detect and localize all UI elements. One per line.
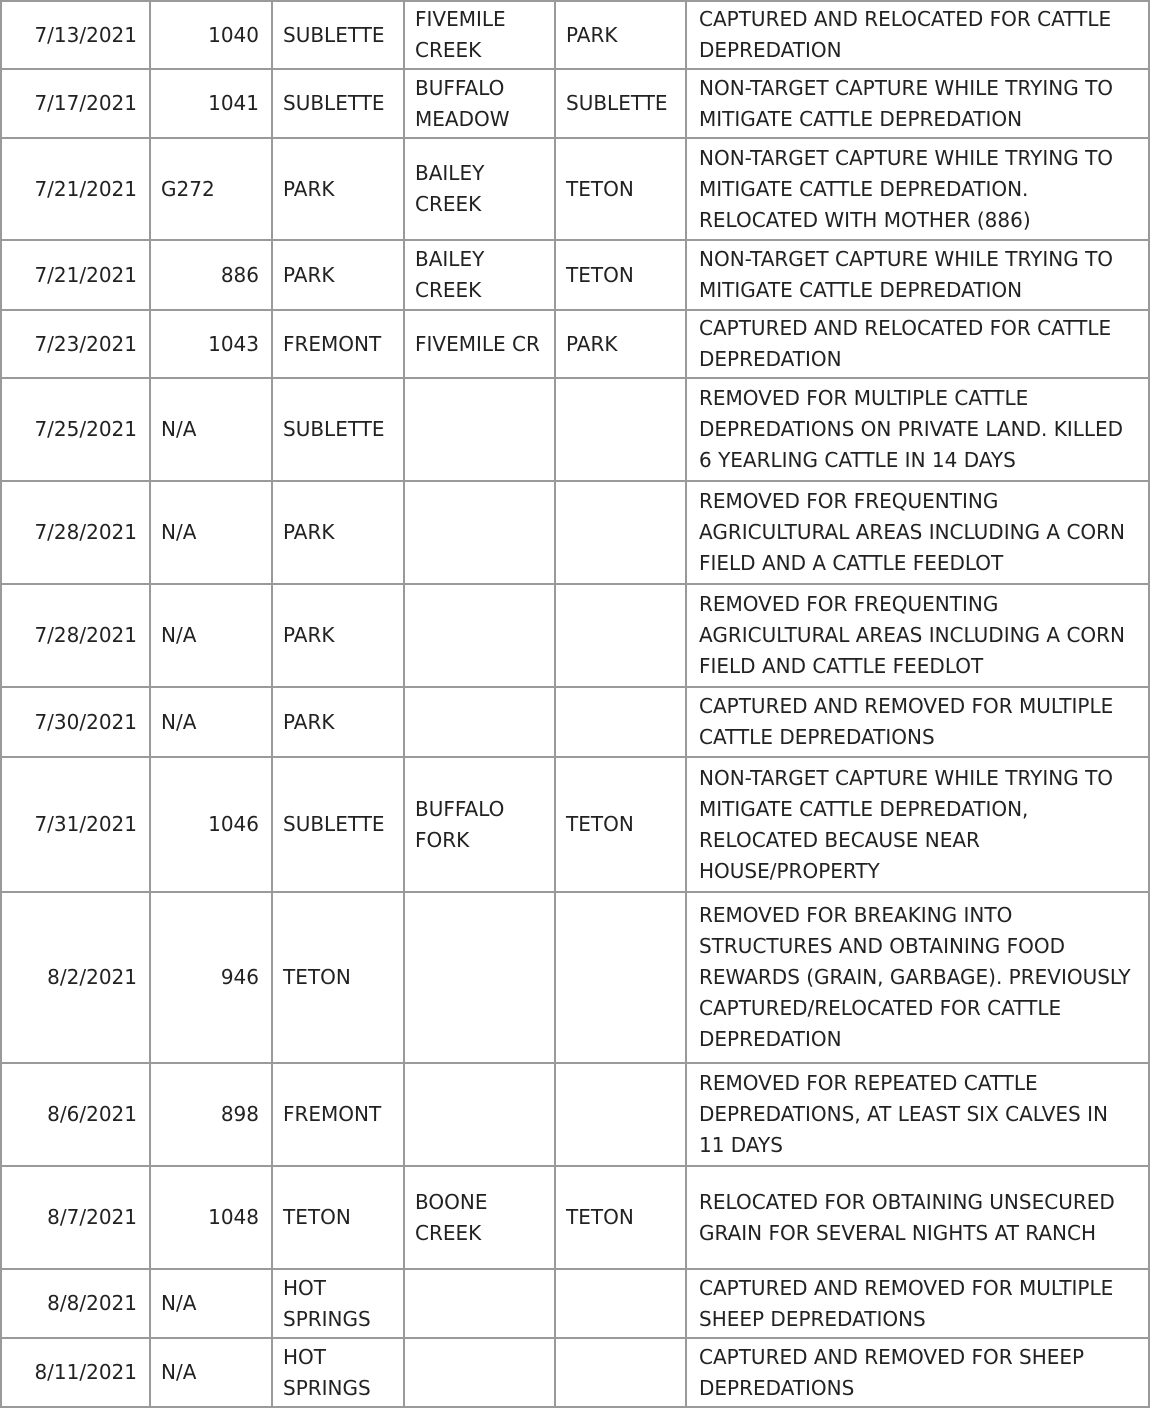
cause-cell: REMOVED FOR FREQUENTING AGRICULTURAL AREAS INCLUDING A CORN FIELD AND CATTLE FEEDLOT [686, 584, 1149, 687]
date-cell: 7/23/2021 [1, 310, 150, 378]
date-cell: 8/6/2021 [1, 1063, 150, 1166]
county-cell: PARK [272, 481, 404, 584]
bear-id-cell: 1043 [150, 310, 272, 378]
table-row [1, 687, 1149, 757]
date-cell: 7/25/2021 [1, 378, 150, 481]
county-cell: PARK [272, 138, 404, 240]
capture-site-cell: FIVEMILE CR [404, 310, 555, 378]
county-cell: FREMONT [272, 1063, 404, 1166]
date-cell: 8/11/2021 [1, 1338, 150, 1407]
date-cell: 7/13/2021 [1, 1, 150, 69]
release-site-cell: PARK [555, 310, 686, 378]
county-cell: PARK [272, 687, 404, 757]
bear-id-cell: N/A [150, 1269, 272, 1338]
date-cell: 7/28/2021 [1, 481, 150, 584]
cause-cell: CAPTURED AND REMOVED FOR MULTIPLE SHEEP DEPREDATIONS [686, 1269, 1149, 1338]
county-cell: TETON [272, 1166, 404, 1269]
county-cell: SUBLETTE [272, 69, 404, 138]
release-site-cell [555, 1269, 686, 1338]
date-cell: 7/30/2021 [1, 687, 150, 757]
county-cell: SUBLETTE [272, 378, 404, 481]
bear-id-cell: 946 [150, 892, 272, 1063]
cause-cell: NON-TARGET CAPTURE WHILE TRYING TO MITIGATE CATTLE DEPREDATION [686, 240, 1149, 310]
cause-cell: CAPTURED AND REMOVED FOR MULTIPLE CATTLE DEPREDATIONS [686, 687, 1149, 757]
bear-id-cell: G272 [150, 138, 272, 240]
release-site-cell: SUBLETTE [555, 69, 686, 138]
county-cell: PARK [272, 584, 404, 687]
county-cell: HOT SPRINGS [272, 1338, 404, 1407]
capture-site-cell: BUFFALO MEADOW [404, 69, 555, 138]
release-site-cell [555, 1338, 686, 1407]
date-cell: 7/21/2021 [1, 138, 150, 240]
bear-id-cell: 1046 [150, 757, 272, 892]
capture-site-cell: BUFFALO FORK [404, 757, 555, 892]
table-row [1, 584, 1149, 687]
table-row [1, 310, 1149, 378]
table-row [1, 378, 1149, 481]
bear-id-cell: N/A [150, 687, 272, 757]
capture-site-cell: BAILEY CREEK [404, 240, 555, 310]
capture-site-cell: BOONE CREEK [404, 1166, 555, 1269]
county-cell: FREMONT [272, 310, 404, 378]
table-row [1, 1166, 1149, 1269]
capture-site-cell: BAILEY CREEK [404, 138, 555, 240]
bear-id-cell: N/A [150, 378, 272, 481]
cause-cell: NON-TARGET CAPTURE WHILE TRYING TO MITIGATE CATTLE DEPREDATION. RELOCATED WITH MOTHER (886) [686, 138, 1149, 240]
release-site-cell: TETON [555, 1166, 686, 1269]
cause-cell: NON-TARGET CAPTURE WHILE TRYING TO MITIGATE CATTLE DEPREDATION [686, 69, 1149, 138]
bear-id-cell: 898 [150, 1063, 272, 1166]
bear-id-cell: N/A [150, 481, 272, 584]
cause-cell: REMOVED FOR FREQUENTING AGRICULTURAL AREAS INCLUDING A CORN FIELD AND A CATTLE FEEDLOT [686, 481, 1149, 584]
table-row [1, 1, 1149, 69]
capture-site-cell [404, 892, 555, 1063]
cause-cell: REMOVED FOR REPEATED CATTLE DEPREDATIONS, AT LEAST SIX CALVES IN 11 DAYS [686, 1063, 1149, 1166]
capture-site-cell [404, 1269, 555, 1338]
capture-site-cell [404, 687, 555, 757]
release-site-cell [555, 892, 686, 1063]
release-site-cell [555, 687, 686, 757]
release-site-cell [555, 378, 686, 481]
capture-site-cell [404, 378, 555, 481]
cause-cell: REMOVED FOR BREAKING INTO STRUCTURES AND OBTAINING FOOD REWARDS (GRAIN, GARBAGE). PREVIOUSLY CAPTURED/RELOCATED FOR CATTLE DEPREDATION [686, 892, 1149, 1063]
capture-site-cell [404, 1338, 555, 1407]
table-row [1, 1269, 1149, 1338]
capture-site-cell [404, 1063, 555, 1166]
capture-site-cell: FIVEMILE CREEK [404, 1, 555, 69]
date-cell: 7/28/2021 [1, 584, 150, 687]
cause-cell: CAPTURED AND RELOCATED FOR CATTLE DEPREDATION [686, 1, 1149, 69]
table-row [1, 481, 1149, 584]
cause-cell: REMOVED FOR MULTIPLE CATTLE DEPREDATIONS ON PRIVATE LAND. KILLED 6 YEARLING CATTLE IN 14 DAYS [686, 378, 1149, 481]
county-cell: SUBLETTE [272, 757, 404, 892]
date-cell: 7/21/2021 [1, 240, 150, 310]
capture-site-cell [404, 481, 555, 584]
release-site-cell [555, 1063, 686, 1166]
county-cell: SUBLETTE [272, 1, 404, 69]
county-cell: HOT SPRINGS [272, 1269, 404, 1338]
release-site-cell [555, 481, 686, 584]
bear-id-cell: 1041 [150, 69, 272, 138]
table-row [1, 1063, 1149, 1166]
county-cell: PARK [272, 240, 404, 310]
bear-id-cell: N/A [150, 1338, 272, 1407]
date-cell: 7/31/2021 [1, 757, 150, 892]
release-site-cell: TETON [555, 757, 686, 892]
cause-cell: NON-TARGET CAPTURE WHILE TRYING TO MITIGATE CATTLE DEPREDATION, RELOCATED BECAUSE NEAR HOUSE/PROPERTY [686, 757, 1149, 892]
table-row [1, 138, 1149, 240]
release-site-cell: TETON [555, 240, 686, 310]
table-row [1, 69, 1149, 138]
county-cell: TETON [272, 892, 404, 1063]
date-cell: 8/2/2021 [1, 892, 150, 1063]
bear-id-cell: 886 [150, 240, 272, 310]
capture-site-cell [404, 584, 555, 687]
table-row [1, 240, 1149, 310]
bear-id-cell: N/A [150, 584, 272, 687]
table-row [1, 892, 1149, 1063]
release-site-cell: TETON [555, 138, 686, 240]
date-cell: 7/17/2021 [1, 69, 150, 138]
cause-cell: CAPTURED AND REMOVED FOR SHEEP DEPREDATIONS [686, 1338, 1149, 1407]
cause-cell: CAPTURED AND RELOCATED FOR CATTLE DEPREDATION [686, 310, 1149, 378]
cause-cell: RELOCATED FOR OBTAINING UNSECURED GRAIN FOR SEVERAL NIGHTS AT RANCH [686, 1166, 1149, 1269]
release-site-cell [555, 584, 686, 687]
bear-id-cell: 1048 [150, 1166, 272, 1269]
date-cell: 8/7/2021 [1, 1166, 150, 1269]
table-row [1, 757, 1149, 892]
release-site-cell: PARK [555, 1, 686, 69]
table-body [1, 1, 1149, 1407]
date-cell: 8/8/2021 [1, 1269, 150, 1338]
bear-id-cell: 1040 [150, 1, 272, 69]
table-row [1, 1338, 1149, 1407]
